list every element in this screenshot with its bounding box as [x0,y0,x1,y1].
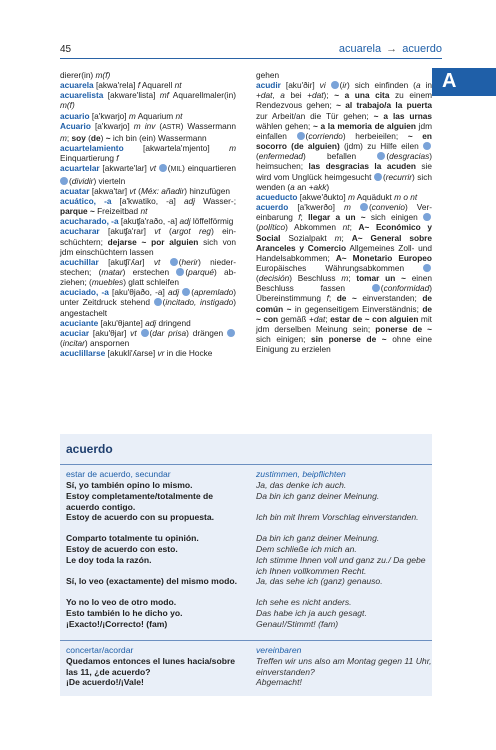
dictionary-entry: acuatar [akwa'tar] vt (Méx: añadir) hinzufügen [60,185,230,196]
german-translation: Da bin ich ganz deiner Meinung. [256,491,380,501]
german-translation: Dem schließe ich mich an. [256,544,357,554]
spanish-phrase: Sí, lo veo (exactamente) del mismo modo. [66,576,237,586]
spanish-phrase: Quedamos entonces el lunes hacia/sobre las 11, ¿de acuerdo? [66,656,236,677]
german-translation: vereinbaren [256,645,302,655]
spanish-phrase: Yo no lo veo de otro modo. [66,597,177,607]
german-translation: Das habe ich ja auch gesagt. [256,608,367,618]
german-translation: Abgemacht! [256,677,302,687]
header-rule [60,58,442,59]
spanish-phrase: Estoy de acuerdo con esto. [66,544,178,554]
dictionary-entry: acuático, -a [a'kwatiko, -a] adj Wasser-; parque ~ Freizeitbad nt [60,195,237,217]
dictionary-entry: acucharar [akuʧa'rar] vt (argot reg) einschüchtern; dejarse ~ por alguien sich von jdm einschüchtern lassen [60,226,236,257]
phrase-box-rule [60,640,432,641]
german-translation: Genau!/Stimmt! (fam) [256,619,339,629]
spanish-phrase: ¡De acuerdo!/¡Vale! [66,677,144,687]
german-translation: Ja, das denke ich auch. [256,480,347,490]
running-head-last: acuerdo [402,43,442,55]
page-number: 45 [60,44,72,55]
dictionary-entry: acueducto [akwe'ðukto] m Aquädukt m o nt [256,191,418,202]
spanish-phrase: Estoy de acuerdo con su propuesta. [66,512,215,522]
dictionary-entry: acuclillarse [akukli'ʎarse] vr in die Hocke [60,348,213,359]
dictionary-entry: Acuario [a'kwarjo] m inv (ASTR) Wassermann m; soy (de) ~ ich bin (ein) Wassermann [60,120,236,143]
right-column [256,70,432,354]
spanish-phrase: concertar/acordar [66,645,134,655]
german-translation: Treffen wir uns also am Montag gegen 11 Uhr, einverstanden? [256,656,432,677]
dictionary-entry: acuarelista [akware'lista] mf Aquarellmaler(in) m(f) [60,90,236,111]
dictionary-entry: dierer(in) m(f) [60,70,111,80]
dictionary-entry: acuario [a'kwarjo] m Aquarium nt [60,110,183,121]
german-translation: Ich bin mit Ihrem Vorschlag einverstanden. [256,512,419,522]
dictionary-entry: acucharado, -a [akuʧa'raðo, -a] adj löffelförmig [60,216,234,227]
german-translation: Ich sehe es nicht anders. [256,597,352,607]
dictionary-columns [60,70,433,392]
spanish-phrase: Le doy toda la razón. [66,555,152,565]
running-head [339,43,442,55]
german-translation: zustimmen, beipflichten [256,469,346,479]
running-head-first: acuarela [338,43,382,55]
phrase-box-rule [60,464,432,465]
german-translation: Ich stimme Ihnen voll und ganz zu./ Da gebe ich Ihnen vollkommen Recht. [256,555,426,576]
dictionary-entry: gehen [256,70,280,80]
dictionary-entry: acuciado, -a [aku'θjaðo, -a] adj (apremlado) unter Zeitdruck stehend (incitado, instigado) angestachelt [60,287,236,318]
dictionary-entry: acuerdo [a'kwerðo] m (convenio) Vereinbarung f; llegar a un ~ sich einigen (político) Abkommen nt; A~ Económico y Social Sozialpakt m; A~ General sobre Aranceles y Comercio Allgemeines Zoll- und Handelsabkommen; A~ Monetario Europeo Europäisches Währungsabkommen (decisión) Beschluss m; tomar un ~ einen Beschluss fassen (conformidad) Übereinstimmung f; de ~ einverstanden; de común ~ in gegenseitigem Einverständnis; de ~ con gemäß +dat; estar de ~ con alguien mit jdm derselben Meinung sein; ponerse de ~ sich einigen; sin ponerse de ~ ohne eine Einigung zu erzielen [256,202,432,355]
thumb-index-tab [432,68,496,96]
spanish-phrase: ¡Exacto!/¡Correcto! (fam) [66,619,168,629]
dictionary-entry: acudir [aku'ðir] vi (ir) sich einfinden (a in +dat, a bei +dat); ~ a una cita zu einem Rendezvous gehen; ~ al trabajo/a la puerta zur Arbeit/an die Tür gehen; ~ a las urnas wählen gehen; ~ a la memoria de alguien jdm einfallen (corriendo) herbeieilen; ~ en socorro (de alguien) (jdm) zu Hilfe eilen (enfermedad) befallen (desgracias) heimsuchen; las desgracias la acuden sie wird vom Unglück heimgesucht (recurrir) sich wenden (a an +akk) [256,80,433,192]
dictionary-entry: acuciante [aku'θjante] adj dringend [60,317,191,328]
german-translation: Ja, das sehe ich (ganz) genauso. [256,576,383,586]
dictionary-entry: acuciar [aku'θjar] vt (dar prisa) drängen (incitar) anspornen [60,328,236,348]
dictionary-entry: acuarela [akwa'rela] f Aquarell nt [60,80,182,91]
dictionary-entry: acuchillar [akuʧi'ʎar] vt (herir) niederstechen; (matar) erstechen (parqué) abziehen; (muebles) glatt schleifen [60,256,237,288]
left-column [60,70,236,358]
spanish-phrase: Sí, yo también opino lo mismo. [66,480,193,490]
phrase-box-title: acuerdo [66,442,113,456]
spanish-phrase: Esto también lo he dicho yo. [66,608,183,618]
dictionary-entry: acuartelar [akwarte'lar] vt (MIL) einquartieren (dividir) vierteln [60,163,236,186]
spanish-phrase: Estoy completamente/totalmente de acuerdo contigo. [66,491,214,512]
spanish-phrase: Comparto totalmente tu opinión. [66,533,199,543]
german-translation: Da bin ich ganz deiner Meinung. [256,533,380,543]
dictionary-entry: acuartelamiento [akwartela'mjento] m Einquartierung f [60,143,236,164]
running-head-arrow: → [386,43,398,55]
spanish-phrase: estar de acuerdo, secundar [66,469,171,479]
thumb-letter: A [442,70,457,92]
